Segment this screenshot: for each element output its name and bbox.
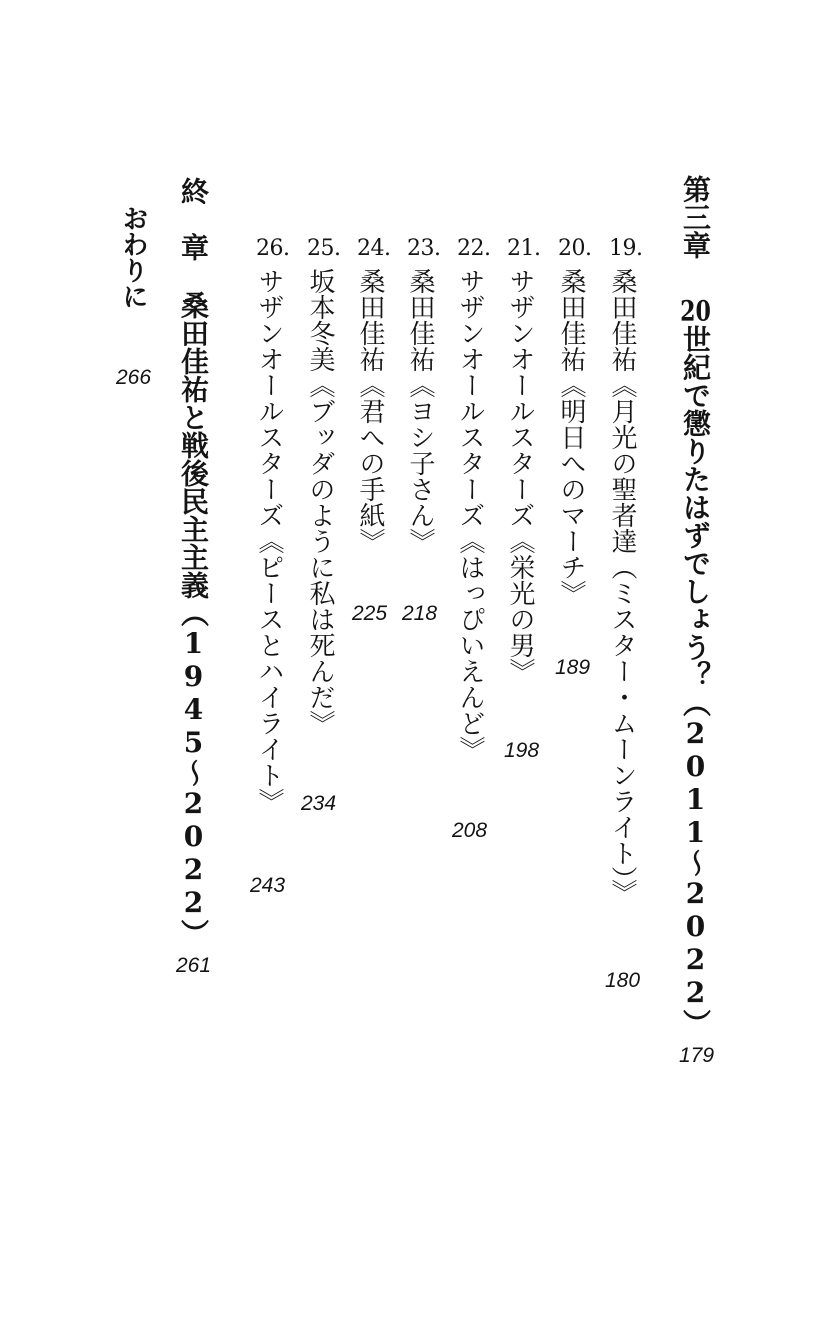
entry-song: 《明日へのマーチ》 [556, 372, 586, 606]
toc-entry [407, 268, 433, 554]
entry-song: 《月光の聖者達（ミスター・ムーンライト）》 [607, 372, 637, 905]
entry-page-number: 189 [555, 656, 591, 679]
entry-number: 25. [307, 236, 341, 261]
chapter-3-title: 世紀で懲りたはずでしょう？ [679, 325, 712, 689]
toc-entry [507, 268, 533, 684]
entry-artist: サザンオールスターズ [505, 268, 535, 528]
entry-artist: サザンオールスターズ [254, 268, 284, 528]
entry-page-number: 243 [250, 874, 286, 897]
entry-song: 《栄光の男》 [505, 528, 535, 684]
entry-page-number: 234 [301, 792, 337, 815]
entry-page-number: 218 [402, 602, 438, 625]
toc-entry [307, 268, 333, 736]
entry-number: 19. [609, 236, 643, 261]
entry-number: 21. [507, 236, 541, 261]
entry-artist: 桑田佳祐 [355, 268, 385, 372]
toc-entry [457, 268, 483, 762]
chapter-3-heading [679, 175, 712, 1037]
toc-entry [256, 268, 282, 814]
final-chapter-heading [177, 177, 210, 947]
entry-page-number: 208 [452, 819, 488, 842]
entry-song: 《君への手紙》 [355, 372, 385, 554]
entry-number: 23. [407, 236, 441, 261]
entry-page-number: 180 [605, 969, 641, 992]
chapter-3-years: （2011〜2022） [679, 689, 712, 1037]
entry-song: 《ブッダのように私は死んだ》 [305, 372, 335, 736]
entry-song: 《はっぴいえんど》 [455, 528, 485, 762]
entry-page-number: 225 [352, 602, 388, 625]
afterword-page-number: 266 [116, 366, 152, 389]
entry-artist: サザンオールスターズ [455, 268, 485, 528]
final-chapter-page-number: 261 [176, 954, 212, 977]
afterword-heading: おわりに [118, 205, 148, 309]
toc-entry [357, 268, 383, 554]
chapter-3-page-number: 179 [679, 1044, 715, 1067]
entry-artist: 桑田佳祐 [556, 268, 586, 372]
final-chapter-title: 桑田佳祐と戦後民主主義 [177, 291, 210, 599]
entry-number: 24. [357, 236, 391, 261]
entry-artist: 桑田佳祐 [405, 268, 435, 372]
entry-page-number: 198 [504, 739, 540, 762]
chapter-3-label: 第三章 [679, 175, 712, 259]
entry-number: 20. [558, 236, 592, 261]
entry-artist: 桑田佳祐 [607, 268, 637, 372]
entry-number: 22. [457, 236, 491, 261]
entry-number: 26. [256, 236, 290, 261]
entry-song: 《ピースとハイライト》 [254, 528, 284, 814]
chapter-3-title-number: 20 [680, 297, 711, 325]
final-chapter-years: （1945〜2022） [177, 599, 210, 947]
toc-entry [609, 268, 635, 905]
entry-artist: 坂本冬美 [305, 268, 335, 372]
entry-song: 《ヨシ子さん》 [405, 372, 435, 554]
final-chapter-label: 終 章 [177, 177, 210, 261]
toc-entry [558, 268, 584, 606]
